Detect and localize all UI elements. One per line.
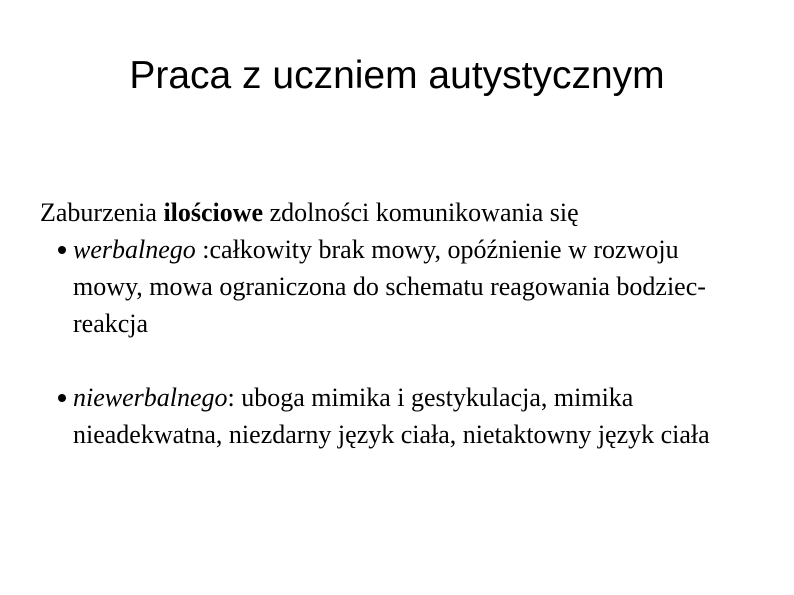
bullet-description: :całkowity brak mowy, opóźnienie w rozwoju mowy, mowa ograniczona do schematu reagowania bodziec-reakcja	[73, 235, 706, 338]
slide-content	[40, 194, 760, 453]
bullet-list	[40, 231, 760, 453]
bullet-term: niewerbalnego	[73, 383, 228, 412]
bullet-dot-icon	[58, 246, 66, 254]
bullet-item-nonverbal	[40, 379, 733, 453]
intro-prefix: Zaburzenia	[40, 198, 164, 227]
intro-suffix: zdolności komunikowania się	[263, 198, 579, 227]
bullet-item-verbal	[40, 231, 733, 342]
slide-title: Praca z uczniem autystycznym	[129, 54, 665, 97]
bullet-description: : uboga mimika i gestykulacja, mimika nieadekwatna, niezdarny język ciała, nietaktowny język ciała	[73, 383, 710, 449]
bullet-text	[73, 231, 733, 342]
bullet-dot-icon	[58, 394, 66, 402]
bullet-term: werbalnego	[73, 235, 196, 264]
intro-line	[40, 194, 760, 231]
bullet-text	[73, 379, 733, 453]
intro-bold-term: ilościowe	[163, 198, 264, 227]
